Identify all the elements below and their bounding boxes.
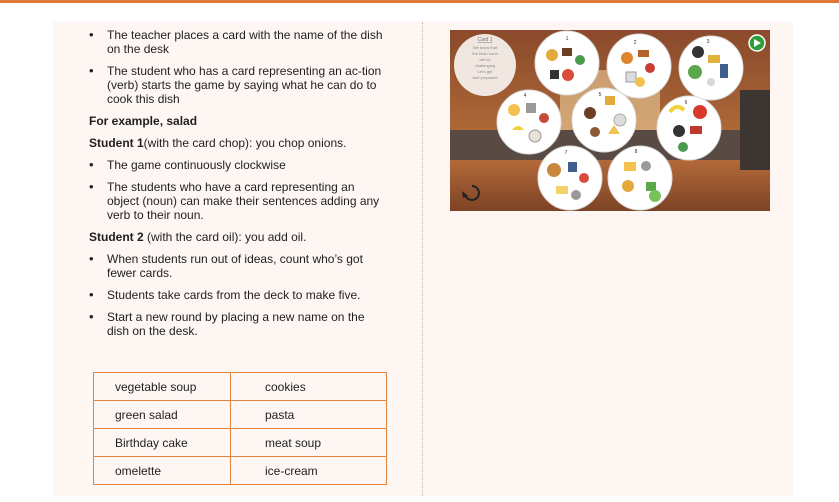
card-text-line: Let's get	[477, 69, 493, 74]
table-row	[94, 401, 387, 429]
instruction-card	[454, 34, 516, 96]
food-icon	[622, 180, 634, 192]
card-number: 5	[598, 92, 602, 98]
food-icon	[649, 190, 661, 202]
card-text-line: the final round	[472, 51, 498, 56]
student-1-line	[89, 136, 389, 150]
table-row	[94, 373, 387, 401]
table-cell: vegetable soup	[94, 373, 231, 401]
food-icon	[692, 46, 704, 58]
food-icon	[635, 77, 645, 87]
instruction-bullet: • Start a new round by placing a new name on the dish on the desk.	[89, 310, 389, 338]
table-cell: ice-cream	[231, 457, 387, 485]
food-icon	[614, 114, 626, 126]
food-icon	[546, 49, 558, 61]
card-circle	[497, 90, 561, 154]
food-icon	[624, 162, 636, 171]
student-1-label: Student 1	[89, 136, 144, 150]
food-icon	[562, 69, 574, 81]
card-number: 6	[684, 100, 688, 106]
card-circle	[538, 146, 602, 210]
game-card[interactable]	[535, 31, 599, 95]
food-icon	[584, 107, 596, 119]
card-text-line: well prepared!	[472, 75, 498, 80]
card-circle	[607, 34, 671, 98]
card-circle	[657, 96, 721, 160]
card-number: 7	[564, 150, 568, 156]
food-icon	[690, 126, 702, 134]
game-card[interactable]	[608, 146, 672, 210]
game-card[interactable]	[538, 146, 602, 210]
table-cell: omelette	[94, 457, 231, 485]
game-card[interactable]	[572, 88, 636, 152]
dishes-table	[93, 372, 387, 485]
card-circle	[608, 146, 672, 210]
table-row	[94, 429, 387, 457]
game-card[interactable]	[497, 90, 561, 154]
game-card[interactable]	[679, 36, 743, 100]
food-icon	[673, 125, 685, 137]
food-icon	[556, 186, 568, 194]
table-cell: Birthday cake	[94, 429, 231, 457]
food-icon	[590, 127, 600, 137]
food-icon	[678, 142, 688, 152]
table-cell: cookies	[231, 373, 387, 401]
food-icon	[508, 104, 520, 116]
food-icon	[539, 113, 549, 123]
column-divider	[422, 22, 423, 496]
table-cell: pasta	[231, 401, 387, 429]
food-icon	[562, 48, 572, 56]
student-2-text: (with the card oil): you add oil.	[143, 230, 307, 244]
food-icon	[645, 63, 655, 73]
game-card[interactable]	[657, 96, 721, 160]
student-2-line	[89, 230, 389, 244]
food-icon	[708, 55, 720, 63]
food-icon	[707, 78, 715, 86]
top-accent-rule	[0, 0, 839, 3]
food-icon	[605, 96, 615, 105]
card-text-line: challenging	[474, 63, 496, 68]
instruction-bullet: • The students who have a card representing an object (noun) can make their sentences adding any verb to their noun.	[89, 180, 389, 222]
card-number: 8	[634, 149, 638, 155]
card-number: 2	[633, 40, 637, 46]
food-icon	[526, 103, 536, 113]
play-button[interactable]	[749, 35, 765, 51]
food-icon	[579, 173, 589, 183]
instruction-bullet: • The game continuously clockwise	[89, 158, 389, 172]
card-number: 4	[523, 93, 527, 99]
student-2-label: Student 2	[89, 230, 144, 244]
table-cell: green salad	[94, 401, 231, 429]
food-icon	[621, 52, 633, 64]
kitchen-game-scene	[450, 30, 770, 211]
instruction-bullet: • The student who has a card representing an ac-tion (verb) starts the game by saying what he can do to cook this dish	[89, 64, 389, 106]
card-title: Card 1	[477, 37, 493, 43]
food-icon	[638, 50, 649, 57]
food-icon	[626, 72, 636, 82]
instructions-column	[89, 28, 389, 346]
card-number: 1	[565, 36, 569, 42]
food-icon	[641, 161, 651, 171]
table-cell: meat soup	[231, 429, 387, 457]
card-text-line: will be	[479, 57, 491, 62]
food-icon	[550, 70, 559, 79]
game-card[interactable]	[607, 34, 671, 98]
kitchen-cabinet	[740, 90, 770, 170]
example-heading: For example, salad	[89, 114, 198, 128]
food-icon	[568, 162, 577, 172]
card-text-line: We know that	[472, 45, 498, 50]
card-circle	[679, 36, 743, 100]
food-icon	[720, 64, 728, 78]
card-number: 3	[706, 39, 710, 45]
food-icon	[529, 130, 541, 142]
food-icon	[547, 163, 561, 177]
food-icon	[688, 65, 702, 79]
instruction-bullet: • When students run out of ideas, count who’s got fewer cards.	[89, 252, 389, 280]
student-1-text: (with the card chop): you chop onions.	[143, 136, 347, 150]
food-icon	[646, 182, 656, 191]
table-row	[94, 457, 387, 485]
food-icon	[571, 190, 581, 200]
food-icon	[693, 105, 707, 119]
game-screenshot	[450, 30, 770, 211]
instruction-bullet: • The teacher places a card with the name of the dish on the desk	[89, 28, 389, 56]
food-icon	[575, 55, 585, 65]
instruction-bullet: • Students take cards from the deck to make five.	[89, 288, 389, 302]
